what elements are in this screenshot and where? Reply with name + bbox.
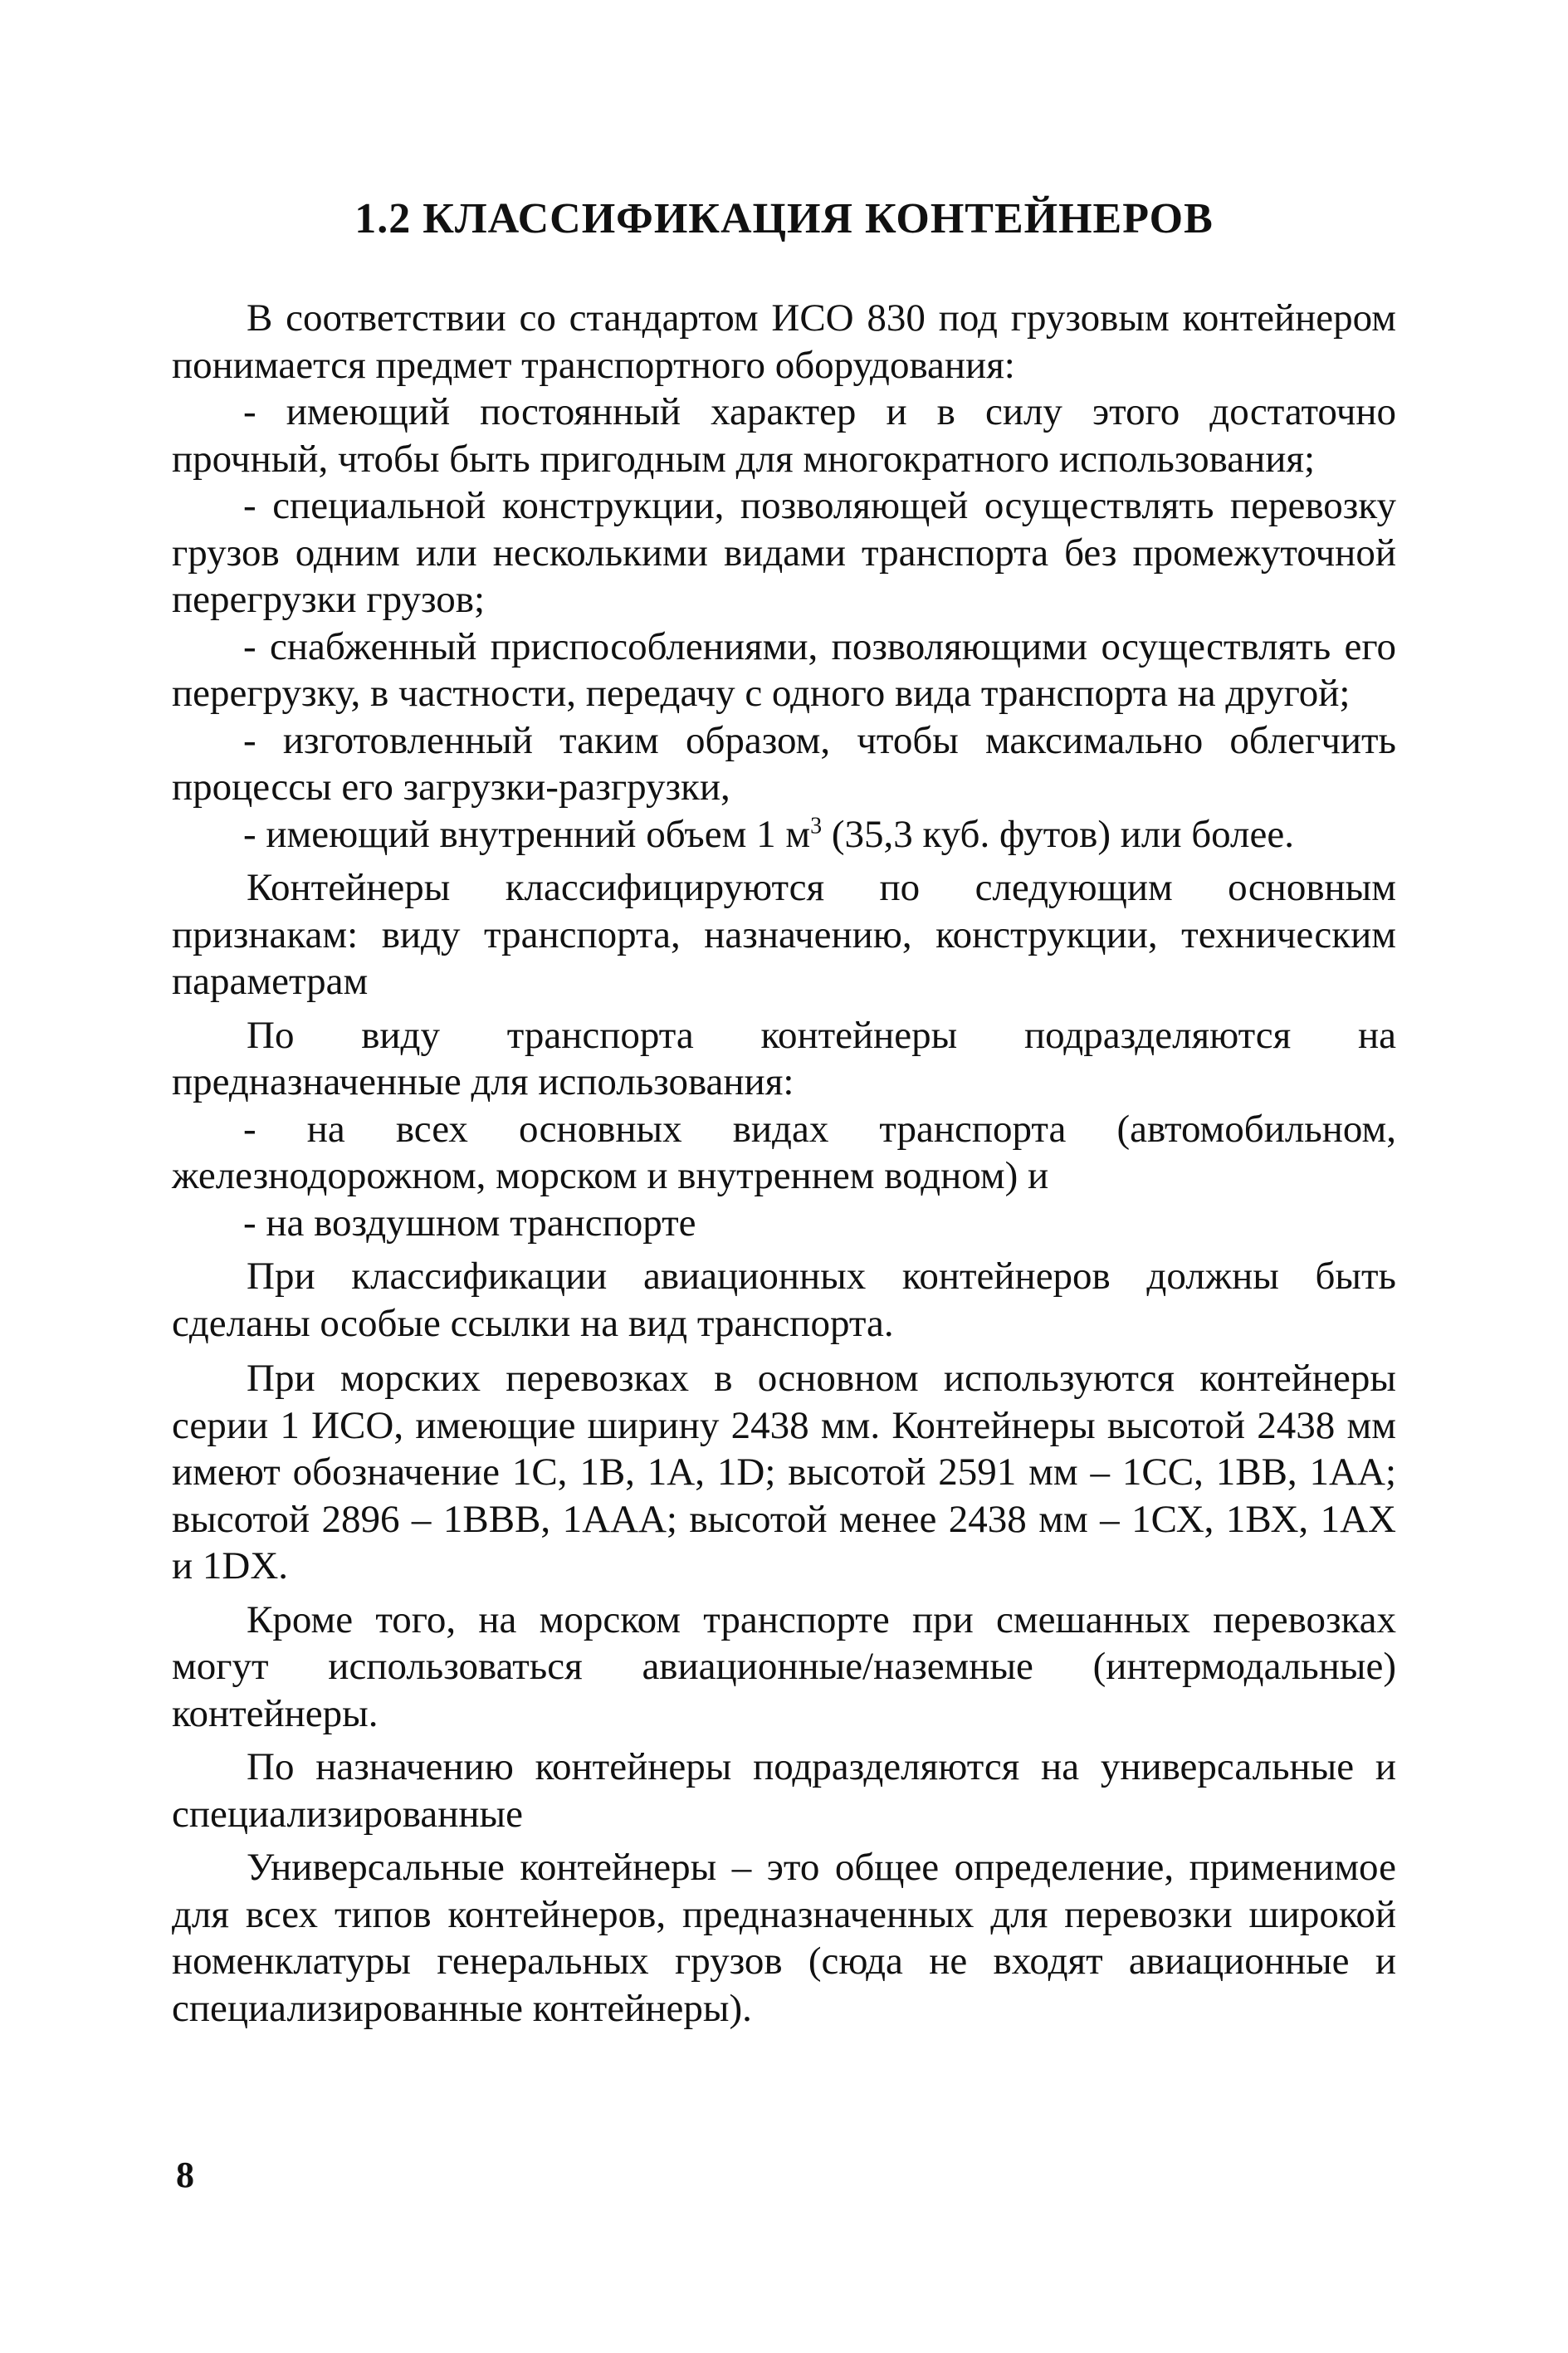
list-item-easy-loading: - изготовленный таким образом, чтобы максимально облегчить процессы его загрузки-разгрузки, — [172, 718, 1396, 809]
volume-text-start: - имеющий внутренний объем 1 м — [243, 812, 811, 856]
paragraph-universal-containers: Универсальные контейнеры – это общее определение, применимое для всех типов контейнеров, предназначенных для перевозки широкой номенклатуры генеральных грузов (сюда не входят авиационные и специализированные контейнеры). — [172, 1846, 1396, 2030]
list-item-main-transport: - на всех основных видах транспорта (автомобильном, железнодорожном, морском и внутреннем водном) и — [172, 1107, 1396, 1197]
volume-text-end: (35,3 куб. футов) или более. — [822, 812, 1294, 856]
volume-superscript: 3 — [810, 812, 823, 839]
list-item-volume — [172, 811, 1396, 859]
document-body — [172, 295, 1396, 2032]
list-item-durable: - имеющий постоянный характер и в силу этого достаточно прочный, чтобы быть пригодным для многократного использования; — [172, 390, 1396, 481]
paragraph-definition: В соответствии со стандартом ИСО 830 под грузовым контейнером понимается предмет транспортного оборудования: — [172, 296, 1396, 387]
paragraph-sea-transport: При морских перевозках в основном используются контейнеры серии 1 ИСО, имеющие ширину 2438 мм. Контейнеры высотой 2438 мм имеют обозначение 1С, 1В, 1А, 1D; высотой 2591 мм – 1СС, 1ВВ, 1АА; высотой 2896 – 1ВВВ, 1ААА; высотой менее 2438 мм – 1СХ, 1ВХ, 1АХ и 1DХ. — [172, 1357, 1396, 1587]
paragraph-by-transport: По виду транспорта контейнеры подразделяются на предназначенные для использования: — [172, 1013, 1396, 1103]
paragraph-by-purpose: По назначению контейнеры подразделяются на универсальные и специализированные — [172, 1745, 1396, 1836]
page-number: 8 — [176, 2155, 194, 2195]
paragraph-aviation-containers: При классификации авиационных контейнеров должны быть сделаны особые ссылки на вид транспорта. — [172, 1255, 1396, 1345]
paragraph-classification-signs: Контейнеры классифицируются по следующим основным признакам: виду транспорта, назначению, конструкции, техническим параметрам — [172, 866, 1396, 1003]
list-item-air-transport: - на воздушном транспорте — [243, 1201, 696, 1245]
list-item-handling-devices: - снабженный приспособлениями, позволяющими осуществлять его перегрузку, в частности, передачу с одного вида транспорта на другой; — [172, 624, 1396, 715]
list-item-special-design: - специальной конструкции, позволяющей осуществлять перевозку грузов одним или несколькими видами транспорта без промежуточной перегрузки грузов; — [172, 484, 1396, 621]
section-title: 1.2 КЛАССИФИКАЦИЯ КОНТЕЙНЕРОВ — [354, 195, 1214, 242]
paragraph-intermodal: Кроме того, на морском транспорте при смешанных перевозках могут использоваться авиационные/наземные (интермодальные) контейнеры. — [172, 1597, 1396, 1735]
